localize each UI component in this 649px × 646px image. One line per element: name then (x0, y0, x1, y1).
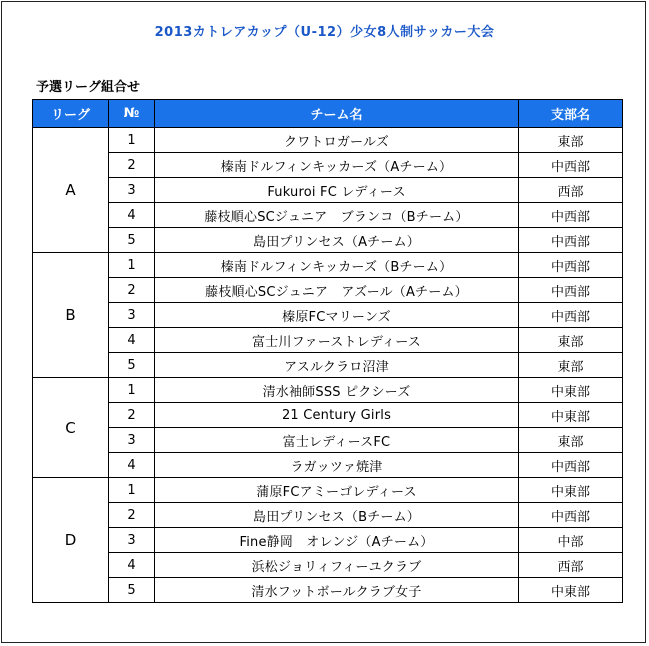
header-team: チーム名 (155, 100, 519, 128)
team-cell: 清水フットボールクラブ女子 (155, 578, 519, 603)
team-cell: 島田プリンセス（Aチーム） (155, 228, 519, 253)
no-cell: 4 (109, 328, 155, 353)
no-cell: 4 (109, 203, 155, 228)
branch-cell: 中西部 (519, 503, 623, 528)
table-row (33, 403, 623, 428)
header-no: № (109, 100, 155, 128)
team-cell: 榛南ドルフィンキッカーズ（Aチーム） (155, 153, 519, 178)
no-cell: 4 (109, 553, 155, 578)
branch-cell: 中部 (519, 528, 623, 553)
no-cell: 4 (109, 453, 155, 478)
no-cell: 3 (109, 178, 155, 203)
team-cell: 21 Century Girls (155, 403, 519, 428)
branch-cell: 中西部 (519, 253, 623, 278)
team-cell: 島田プリンセス（Bチーム） (155, 503, 519, 528)
table-row (33, 228, 623, 253)
league-cell: D (33, 478, 109, 603)
no-cell: 2 (109, 503, 155, 528)
branch-cell: 中東部 (519, 403, 623, 428)
branch-cell: 中西部 (519, 153, 623, 178)
team-cell: 藤枝順心SCジュニア アズール（Aチーム） (155, 278, 519, 303)
no-cell: 2 (109, 278, 155, 303)
branch-cell: 中東部 (519, 378, 623, 403)
table-row (33, 578, 623, 603)
branch-cell: 東部 (519, 128, 623, 153)
no-cell: 5 (109, 228, 155, 253)
no-cell: 3 (109, 303, 155, 328)
team-cell: アスルクラロ沼津 (155, 353, 519, 378)
league-cell: A (33, 128, 109, 253)
document-frame (1, 1, 646, 643)
table-row (33, 303, 623, 328)
table-row (33, 428, 623, 453)
branch-cell: 中西部 (519, 303, 623, 328)
no-cell: 1 (109, 253, 155, 278)
team-cell: 蒲原FCアミーゴレディース (155, 478, 519, 503)
table-body (33, 128, 623, 603)
header-branch: 支部名 (519, 100, 623, 128)
branch-cell: 東部 (519, 428, 623, 453)
table-row (33, 528, 623, 553)
table-row (33, 553, 623, 578)
branch-cell: 東部 (519, 328, 623, 353)
team-cell: 榛原FCマリーンズ (155, 303, 519, 328)
team-cell: Fukuroi FC レディース (155, 178, 519, 203)
table-row (33, 378, 623, 403)
table-row (33, 353, 623, 378)
header-league: リーグ (33, 100, 109, 128)
team-cell: 清水袖師SSS ピクシーズ (155, 378, 519, 403)
branch-cell: 中東部 (519, 478, 623, 503)
team-cell: 富士レディースFC (155, 428, 519, 453)
table-row (33, 478, 623, 503)
team-cell: クワトロガールズ (155, 128, 519, 153)
table-row (33, 328, 623, 353)
table-row (33, 178, 623, 203)
no-cell: 5 (109, 353, 155, 378)
branch-cell: 東部 (519, 353, 623, 378)
section-heading: 予選リーグ組合せ (36, 80, 141, 95)
table-header-row (33, 100, 623, 128)
no-cell: 2 (109, 403, 155, 428)
team-cell: 浜松ジョリィフィーユクラブ (155, 553, 519, 578)
league-table (32, 99, 623, 603)
team-cell: 富士川ファーストレディース (155, 328, 519, 353)
table-row (33, 203, 623, 228)
table-row (33, 453, 623, 478)
branch-cell: 中東部 (519, 578, 623, 603)
no-cell: 3 (109, 428, 155, 453)
table-row (33, 253, 623, 278)
team-cell: Fine静岡 オレンジ（Aチーム） (155, 528, 519, 553)
no-cell: 3 (109, 528, 155, 553)
table-row (33, 278, 623, 303)
table-row (33, 128, 623, 153)
document-title: 2013カトレアカップ（U-12）少女8人制サッカー大会 (154, 25, 495, 40)
branch-cell: 中西部 (519, 453, 623, 478)
team-cell: 藤枝順心SCジュニア ブランコ（Bチーム） (155, 203, 519, 228)
table-row (33, 153, 623, 178)
no-cell: 5 (109, 578, 155, 603)
table-row (33, 503, 623, 528)
branch-cell: 西部 (519, 178, 623, 203)
branch-cell: 中西部 (519, 203, 623, 228)
branch-cell: 中西部 (519, 228, 623, 253)
branch-cell: 西部 (519, 553, 623, 578)
no-cell: 1 (109, 378, 155, 403)
branch-cell: 中西部 (519, 278, 623, 303)
league-cell: B (33, 253, 109, 378)
no-cell: 2 (109, 153, 155, 178)
no-cell: 1 (109, 128, 155, 153)
team-cell: ラガッツァ焼津 (155, 453, 519, 478)
league-cell: C (33, 378, 109, 478)
team-cell: 榛南ドルフィンキッカーズ（Bチーム） (155, 253, 519, 278)
no-cell: 1 (109, 478, 155, 503)
